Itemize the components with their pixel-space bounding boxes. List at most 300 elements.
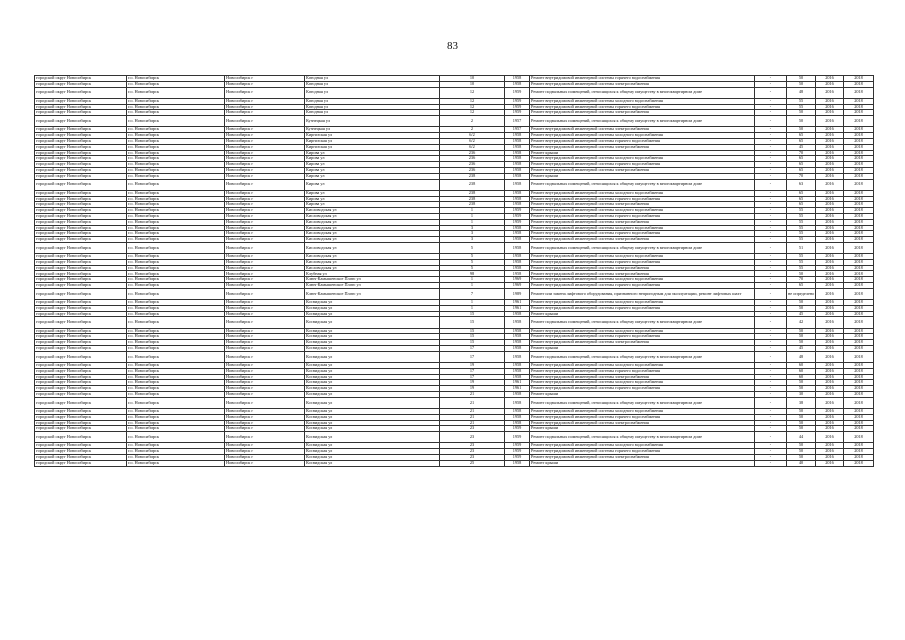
cell-street: Кисловодская ул: [305, 254, 440, 260]
cell-house-number: 6/2: [440, 138, 505, 144]
cell-locality: Новосибирск г: [225, 231, 305, 237]
cell-municipality: г.о. Новосибирск: [127, 288, 225, 299]
cell-year-start: 2016: [816, 259, 844, 265]
cell-municipal-district: городской округ Новосибирск: [35, 328, 127, 334]
cell-build-year: 1961: [505, 300, 530, 306]
cell-build-year: 1958: [505, 190, 530, 196]
cell-build-year: 1958: [505, 368, 530, 374]
cell-street: Кирова ул: [305, 202, 440, 208]
cell-municipal-district: городской округ Новосибирск: [35, 76, 127, 82]
cell-build-year: 1958: [505, 265, 530, 271]
cell-municipal-district: городской округ Новосибирск: [35, 173, 127, 179]
cell-separator: -: [755, 179, 787, 190]
table-row: [35, 351, 874, 362]
cell-year-end: 2018: [844, 144, 874, 150]
cell-work-type: Ремонт внутридомовой инженерной системы электроснабжения: [530, 340, 755, 346]
cell-municipality: г.о. Новосибирск: [127, 328, 225, 334]
cell-build-year: 1958: [505, 231, 530, 237]
cell-work-type: Ремонт внутридомовой инженерной системы холодного водоснабжения: [530, 156, 755, 162]
cell-year-end: 2018: [844, 351, 874, 362]
cell-house-number: 3: [440, 231, 505, 237]
cell-separator: -: [755, 98, 787, 104]
cell-build-year: 1958: [505, 460, 530, 466]
cell-cost: 55: [787, 219, 816, 225]
cell-build-year: 1969: [505, 277, 530, 283]
cell-locality: Новосибирск г: [225, 98, 305, 104]
cell-separator: -: [755, 305, 787, 311]
cell-municipality: г.о. Новосибирск: [127, 351, 225, 362]
cell-street: Косвидская ул: [305, 374, 440, 380]
cell-cost: 50: [787, 380, 816, 386]
cell-house-number: 1: [440, 305, 505, 311]
cell-work-type: Ремонт внутридомовой инженерной системы холодного водоснабжения: [530, 363, 755, 369]
cell-work-type: Ремонт внутридомовой инженерной системы электроснабжения: [530, 81, 755, 87]
cell-municipal-district: городской округ Новосибирск: [35, 144, 127, 150]
cell-cost: 48: [787, 351, 816, 362]
cell-street: Косвидская ул: [305, 346, 440, 352]
cell-locality: Новосибирск г: [225, 196, 305, 202]
cell-cost: 55: [787, 213, 816, 219]
cell-street: Ключ-Камышенское Плато ул: [305, 283, 440, 289]
cell-house-number: 1: [440, 208, 505, 214]
cell-house-number: 6/2: [440, 144, 505, 150]
cell-cost: 45: [787, 311, 816, 317]
cell-build-year: 1958: [505, 133, 530, 139]
cell-municipal-district: городской округ Новосибирск: [35, 150, 127, 156]
cell-municipality: г.о. Новосибирск: [127, 311, 225, 317]
cell-separator: -: [755, 351, 787, 362]
cell-year-end: 2018: [844, 225, 874, 231]
cell-year-start: 2016: [816, 219, 844, 225]
cell-municipality: г.о. Новосибирск: [127, 386, 225, 392]
cell-cost: 70: [787, 150, 816, 156]
cell-build-year: 1958: [505, 242, 530, 253]
cell-cost: 55: [787, 104, 816, 110]
cell-cost: 50: [787, 305, 816, 311]
cell-separator: -: [755, 397, 787, 408]
cell-municipality: г.о. Новосибирск: [127, 76, 225, 82]
cell-work-type: Ремонт внутридомовой инженерной системы горячего водоснабжения: [530, 76, 755, 82]
cell-year-end: 2018: [844, 259, 874, 265]
cell-street: Кузнецкая ул: [305, 116, 440, 127]
cell-work-type: Ремонт внутридомовой инженерной системы электроснабжения: [530, 271, 755, 277]
cell-cost: 60: [787, 363, 816, 369]
cell-municipality: г.о. Новосибирск: [127, 162, 225, 168]
cell-house-number: 21: [440, 420, 505, 426]
cell-municipality: г.о. Новосибирск: [127, 443, 225, 449]
cell-work-type: Ремонт внутридомовой инженерной системы горячего водоснабжения: [530, 213, 755, 219]
cell-municipality: г.о. Новосибирск: [127, 363, 225, 369]
cell-work-type: Ремонт внутридомовой инженерной системы холодного водоснабжения: [530, 277, 755, 283]
cell-build-year: 1958: [505, 271, 530, 277]
cell-municipality: г.о. Новосибирск: [127, 432, 225, 443]
cell-municipality: г.о. Новосибирск: [127, 133, 225, 139]
cell-municipal-district: городской округ Новосибирск: [35, 311, 127, 317]
cell-street: Кисловодская ул: [305, 259, 440, 265]
cell-work-type: Ремонт внутридомовой инженерной системы холодного водоснабжения: [530, 380, 755, 386]
cell-house-number: 17: [440, 374, 505, 380]
cell-year-start: 2016: [816, 104, 844, 110]
cell-year-start: 2016: [816, 346, 844, 352]
cell-year-end: 2018: [844, 346, 874, 352]
cell-municipality: г.о. Новосибирск: [127, 408, 225, 414]
cell-separator: -: [755, 167, 787, 173]
cell-year-start: 2016: [816, 334, 844, 340]
cell-build-year: 1958: [505, 138, 530, 144]
cell-cost: 50: [787, 81, 816, 87]
cell-locality: Новосибирск г: [225, 300, 305, 306]
cell-street: Катодная ул: [305, 98, 440, 104]
cell-work-type: Ремонт внутридомовой инженерной системы холодного водоснабжения: [530, 328, 755, 334]
cell-cost: 70: [787, 173, 816, 179]
cell-house-number: 1: [440, 300, 505, 306]
cell-build-year: 1958: [505, 311, 530, 317]
cell-work-type: Ремонт внутридомовой инженерной системы горячего водоснабжения: [530, 283, 755, 289]
cell-municipal-district: городской округ Новосибирск: [35, 368, 127, 374]
cell-year-end: 2018: [844, 138, 874, 144]
cell-year-start: 2016: [816, 300, 844, 306]
cell-locality: Новосибирск г: [225, 386, 305, 392]
cell-locality: Новосибирск г: [225, 311, 305, 317]
cell-municipality: г.о. Новосибирск: [127, 271, 225, 277]
cell-street: Косвидская ул: [305, 408, 440, 414]
cell-year-start: 2016: [816, 426, 844, 432]
cell-locality: Новосибирск г: [225, 173, 305, 179]
cell-street: Киргизская ул: [305, 133, 440, 139]
cell-municipality: г.о. Новосибирск: [127, 150, 225, 156]
cell-house-number: 5: [440, 254, 505, 260]
cell-cost: 30: [787, 391, 816, 397]
cell-year-start: 2016: [816, 420, 844, 426]
cell-separator: -: [755, 104, 787, 110]
table-row: [35, 397, 874, 408]
cell-municipality: г.о. Новосибирск: [127, 219, 225, 225]
cell-separator: -: [755, 162, 787, 168]
data-table: [34, 75, 874, 467]
cell-house-number: 1: [440, 213, 505, 219]
cell-separator: -: [755, 420, 787, 426]
cell-municipality: г.о. Новосибирск: [127, 265, 225, 271]
cell-separator: -: [755, 254, 787, 260]
cell-build-year: 1957: [505, 116, 530, 127]
cell-house-number: 1: [440, 277, 505, 283]
cell-street: Катодная ул: [305, 104, 440, 110]
cell-locality: Новосибирск г: [225, 190, 305, 196]
cell-year-end: 2018: [844, 127, 874, 133]
cell-locality: Новосибирск г: [225, 283, 305, 289]
cell-build-year: 1959: [505, 432, 530, 443]
cell-cost: 50: [787, 449, 816, 455]
cell-street: Кирова ул: [305, 150, 440, 156]
cell-cost: 50: [787, 271, 816, 277]
cell-street: Кисловодская ул: [305, 265, 440, 271]
cell-work-type: Ремонт или замена лифтового оборудования, признанного непригодным для эксплуатации, ремонт лифтовых шахт: [530, 288, 755, 299]
cell-build-year: 1959: [505, 104, 530, 110]
page-number: 83: [447, 40, 458, 52]
cell-separator: -: [755, 202, 787, 208]
cell-locality: Новосибирск г: [225, 81, 305, 87]
cell-work-type: Ремонт внутридомовой инженерной системы холодного водоснабжения: [530, 254, 755, 260]
cell-year-end: 2018: [844, 363, 874, 369]
cell-municipal-district: городской округ Новосибирск: [35, 300, 127, 306]
cell-year-end: 2018: [844, 386, 874, 392]
cell-municipal-district: городской округ Новосибирск: [35, 277, 127, 283]
cell-year-start: 2016: [816, 288, 844, 299]
cell-municipality: г.о. Новосибирск: [127, 87, 225, 98]
cell-cost: 45: [787, 346, 816, 352]
cell-street: Косвидская ул: [305, 340, 440, 346]
cell-locality: Новосибирск г: [225, 116, 305, 127]
cell-locality: Новосибирск г: [225, 225, 305, 231]
cell-house-number: 21: [440, 408, 505, 414]
cell-year-start: 2016: [816, 443, 844, 449]
cell-municipal-district: городской округ Новосибирск: [35, 237, 127, 243]
cell-year-start: 2016: [816, 449, 844, 455]
cell-year-end: 2018: [844, 98, 874, 104]
cell-house-number: 15: [440, 317, 505, 328]
cell-cost: 50: [787, 340, 816, 346]
cell-work-type: Ремонт внутридомовой инженерной системы горячего водоснабжения: [530, 449, 755, 455]
cell-house-number: 15: [440, 311, 505, 317]
cell-municipality: г.о. Новосибирск: [127, 283, 225, 289]
cell-municipal-district: городской округ Новосибирск: [35, 190, 127, 196]
cell-municipal-district: городской округ Новосибирск: [35, 98, 127, 104]
cell-municipality: г.о. Новосибирск: [127, 460, 225, 466]
cell-year-start: 2016: [816, 190, 844, 196]
cell-build-year: 1958: [505, 374, 530, 380]
cell-year-end: 2018: [844, 265, 874, 271]
cell-street: Косвидская ул: [305, 449, 440, 455]
cell-house-number: 10: [440, 81, 505, 87]
cell-separator: -: [755, 265, 787, 271]
cell-work-type: Ремонт внутридомовой инженерной системы горячего водоснабжения: [530, 104, 755, 110]
cell-locality: Новосибирск г: [225, 202, 305, 208]
cell-street: Кисловодская ул: [305, 231, 440, 237]
cell-municipal-district: городской округ Новосибирск: [35, 363, 127, 369]
cell-build-year: 1958: [505, 225, 530, 231]
cell-house-number: 17: [440, 351, 505, 362]
cell-street: Кирова ул: [305, 167, 440, 173]
cell-separator: -: [755, 219, 787, 225]
cell-municipality: г.о. Новосибирск: [127, 380, 225, 386]
cell-year-end: 2018: [844, 380, 874, 386]
cell-year-start: 2016: [816, 386, 844, 392]
cell-municipal-district: городской округ Новосибирск: [35, 391, 127, 397]
cell-street: Катодная ул: [305, 81, 440, 87]
cell-house-number: 17: [440, 346, 505, 352]
cell-municipality: г.о. Новосибирск: [127, 167, 225, 173]
cell-municipality: г.о. Новосибирск: [127, 81, 225, 87]
cell-municipality: г.о. Новосибирск: [127, 454, 225, 460]
cell-cost: 50: [787, 426, 816, 432]
cell-build-year: 1958: [505, 167, 530, 173]
cell-build-year: 1958: [505, 328, 530, 334]
cell-cost: 50: [787, 328, 816, 334]
cell-year-start: 2016: [816, 150, 844, 156]
cell-house-number: 7: [440, 288, 505, 299]
cell-municipality: г.о. Новосибирск: [127, 368, 225, 374]
cell-house-number: 1: [440, 283, 505, 289]
cell-street: Ключ-Камышенское Плато ул: [305, 277, 440, 283]
cell-separator: -: [755, 208, 787, 214]
cell-work-type: Ремонт крыши: [530, 391, 755, 397]
cell-locality: Новосибирск г: [225, 351, 305, 362]
table-row: [35, 179, 874, 190]
cell-year-end: 2018: [844, 213, 874, 219]
cell-municipal-district: городской округ Новосибирск: [35, 133, 127, 139]
cell-municipal-district: городской округ Новосибирск: [35, 104, 127, 110]
cell-municipal-district: городской округ Новосибирск: [35, 317, 127, 328]
cell-build-year: 1959: [505, 110, 530, 116]
cell-cost: 65: [787, 162, 816, 168]
cell-separator: -: [755, 374, 787, 380]
cell-house-number: 236: [440, 162, 505, 168]
cell-municipality: г.о. Новосибирск: [127, 242, 225, 253]
cell-municipality: г.о. Новосибирск: [127, 277, 225, 283]
cell-separator: -: [755, 81, 787, 87]
cell-year-end: 2018: [844, 368, 874, 374]
cell-municipal-district: городской округ Новосибирск: [35, 374, 127, 380]
cell-locality: Новосибирск г: [225, 340, 305, 346]
cell-build-year: 1961: [505, 305, 530, 311]
cell-year-end: 2018: [844, 317, 874, 328]
cell-municipality: г.о. Новосибирск: [127, 116, 225, 127]
cell-municipal-district: городской округ Новосибирск: [35, 242, 127, 253]
cell-street: Косвидская ул: [305, 380, 440, 386]
cell-municipality: г.о. Новосибирск: [127, 144, 225, 150]
cell-work-type: Ремонт внутридомовой инженерной системы электроснабжения: [530, 237, 755, 243]
cell-house-number: 236: [440, 167, 505, 173]
cell-municipal-district: городской округ Новосибирск: [35, 167, 127, 173]
cell-work-type: Ремонт внутридомовой инженерной системы холодного водоснабжения: [530, 443, 755, 449]
cell-build-year: 1959: [505, 443, 530, 449]
cell-work-type: Ремонт подвальных помещений, относящихся к общему имуществу в многоквартирном доме: [530, 179, 755, 190]
cell-street: Косвидская ул: [305, 305, 440, 311]
cell-build-year: 1989: [505, 288, 530, 299]
cell-year-end: 2018: [844, 116, 874, 127]
cell-locality: Новосибирск г: [225, 277, 305, 283]
cell-year-end: 2018: [844, 110, 874, 116]
cell-separator: -: [755, 432, 787, 443]
cell-street: Кирова ул: [305, 179, 440, 190]
cell-locality: Новосибирск г: [225, 317, 305, 328]
cell-year-start: 2016: [816, 133, 844, 139]
cell-separator: -: [755, 317, 787, 328]
cell-street: Кисловодская ул: [305, 242, 440, 253]
cell-house-number: 17: [440, 368, 505, 374]
cell-year-start: 2016: [816, 271, 844, 277]
cell-municipality: г.о. Новосибирск: [127, 225, 225, 231]
cell-house-number: 12: [440, 110, 505, 116]
cell-locality: Новосибирск г: [225, 110, 305, 116]
cell-work-type: Ремонт внутридомовой инженерной системы холодного водоснабжения: [530, 300, 755, 306]
cell-year-end: 2018: [844, 300, 874, 306]
cell-separator: -: [755, 213, 787, 219]
cell-street: Кисловодская ул: [305, 208, 440, 214]
cell-separator: -: [755, 426, 787, 432]
cell-separator: -: [755, 138, 787, 144]
cell-locality: Новосибирск г: [225, 414, 305, 420]
cell-cost: 55: [787, 254, 816, 260]
cell-municipal-district: городской округ Новосибирск: [35, 443, 127, 449]
cell-house-number: 98: [440, 271, 505, 277]
cell-year-start: 2016: [816, 144, 844, 150]
cell-build-year: 1958: [505, 76, 530, 82]
cell-build-year: 1958: [505, 340, 530, 346]
cell-build-year: 1959: [505, 449, 530, 455]
cell-street: Катодная ул: [305, 87, 440, 98]
cell-municipal-district: городской округ Новосибирск: [35, 254, 127, 260]
cell-house-number: 5: [440, 259, 505, 265]
cell-build-year: 1958: [505, 414, 530, 420]
cell-year-start: 2016: [816, 225, 844, 231]
cell-house-number: 23: [440, 454, 505, 460]
cell-street: Косвидская ул: [305, 414, 440, 420]
cell-work-type: Ремонт внутридомовой инженерной системы электроснабжения: [530, 219, 755, 225]
cell-year-end: 2018: [844, 397, 874, 408]
cell-municipal-district: городской округ Новосибирск: [35, 386, 127, 392]
cell-cost: 50: [787, 420, 816, 426]
cell-locality: Новосибирск г: [225, 138, 305, 144]
cell-municipal-district: городской округ Новосибирск: [35, 397, 127, 408]
cell-house-number: 23: [440, 432, 505, 443]
cell-house-number: 238: [440, 202, 505, 208]
cell-year-end: 2018: [844, 156, 874, 162]
cell-street: Косвидская ул: [305, 317, 440, 328]
cell-municipal-district: городской округ Новосибирск: [35, 162, 127, 168]
cell-separator: -: [755, 242, 787, 253]
cell-year-end: 2018: [844, 242, 874, 253]
cell-locality: Новосибирск г: [225, 167, 305, 173]
cell-build-year: 1958: [505, 397, 530, 408]
cell-separator: -: [755, 156, 787, 162]
cell-street: Косвидская ул: [305, 311, 440, 317]
cell-house-number: 238: [440, 196, 505, 202]
cell-year-end: 2018: [844, 190, 874, 196]
cell-build-year: 1959: [505, 219, 530, 225]
cell-municipal-district: городской округ Новосибирск: [35, 454, 127, 460]
cell-work-type: Ремонт подвальных помещений, относящихся к общему имуществу в многоквартирном доме: [530, 351, 755, 362]
cell-year-end: 2018: [844, 328, 874, 334]
cell-municipal-district: городской округ Новосибирск: [35, 432, 127, 443]
cell-year-start: 2016: [816, 277, 844, 283]
cell-municipal-district: городской округ Новосибирск: [35, 213, 127, 219]
cell-build-year: 1958: [505, 254, 530, 260]
cell-build-year: 1958: [505, 150, 530, 156]
cell-separator: -: [755, 277, 787, 283]
cell-cost: 65: [787, 190, 816, 196]
cell-municipal-district: городской округ Новосибирск: [35, 351, 127, 362]
cell-locality: Новосибирск г: [225, 179, 305, 190]
cell-locality: Новосибирск г: [225, 432, 305, 443]
table-row: [35, 317, 874, 328]
cell-year-end: 2018: [844, 311, 874, 317]
cell-municipality: г.о. Новосибирск: [127, 426, 225, 432]
cell-locality: Новосибирск г: [225, 265, 305, 271]
cell-separator: -: [755, 340, 787, 346]
cell-street: Ключ-Камышенское Плато ул: [305, 288, 440, 299]
cell-year-end: 2018: [844, 408, 874, 414]
cell-municipal-district: городской округ Новосибирск: [35, 346, 127, 352]
cell-work-type: Ремонт внутридомовой инженерной системы электроснабжения: [530, 144, 755, 150]
cell-house-number: 236: [440, 156, 505, 162]
cell-work-type: Ремонт внутридомовой инженерной системы электроснабжения: [530, 454, 755, 460]
cell-municipality: г.о. Новосибирск: [127, 231, 225, 237]
cell-house-number: 2: [440, 127, 505, 133]
cell-year-start: 2016: [816, 368, 844, 374]
cell-work-type: Ремонт крыши: [530, 460, 755, 466]
cell-work-type: Ремонт внутридомовой инженерной системы горячего водоснабжения: [530, 259, 755, 265]
